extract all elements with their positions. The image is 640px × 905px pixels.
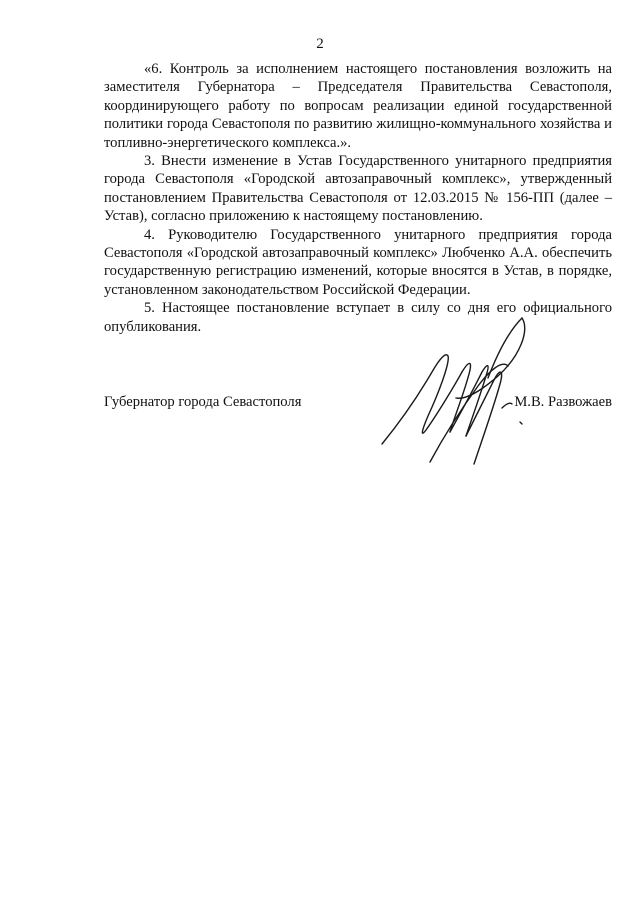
page-number: 2 xyxy=(316,36,324,52)
paragraph-entry-into-force: 5. Настоящее постановление вступает в силу со дня его официального опубликования. xyxy=(104,300,612,335)
paragraph-registration: 4. Руководителю Государственного унитарного предприятия города Севастополя «Городской автозаправочный комплекс» Любченко А.А. обеспечить государственную регистрацию изменений, которые вносятся в Устав, в порядке, установленном законодательством Российской Федерации. xyxy=(104,226,612,298)
signer-title: Губернатор города Севастополя xyxy=(104,394,302,410)
paragraph-charter-amendment: 3. Внести изменение в Устав Государственного унитарного предприятия города Севастополя «Городской автозаправочный комплекс», утвержденный постановлением Правительства Севастополя от 12.03.2015 № 156-ПП (далее – Устав), согласно приложению к настоящему постановлению. xyxy=(104,153,612,225)
signer-name: М.В. Развожаев xyxy=(514,394,612,410)
document-body xyxy=(104,60,612,336)
handwritten-signature xyxy=(370,312,560,482)
paragraph-control-clause: «6. Контроль за исполнением настоящего постановления возложить на заместителя Губернатора – Председателя Правительства Севастополя, координирующего работу по вопросам реализации единой государственной политики города Севастополя по развитию жилищно-коммунального хозяйства и топливно-энергетического комплекса.». xyxy=(104,61,612,151)
